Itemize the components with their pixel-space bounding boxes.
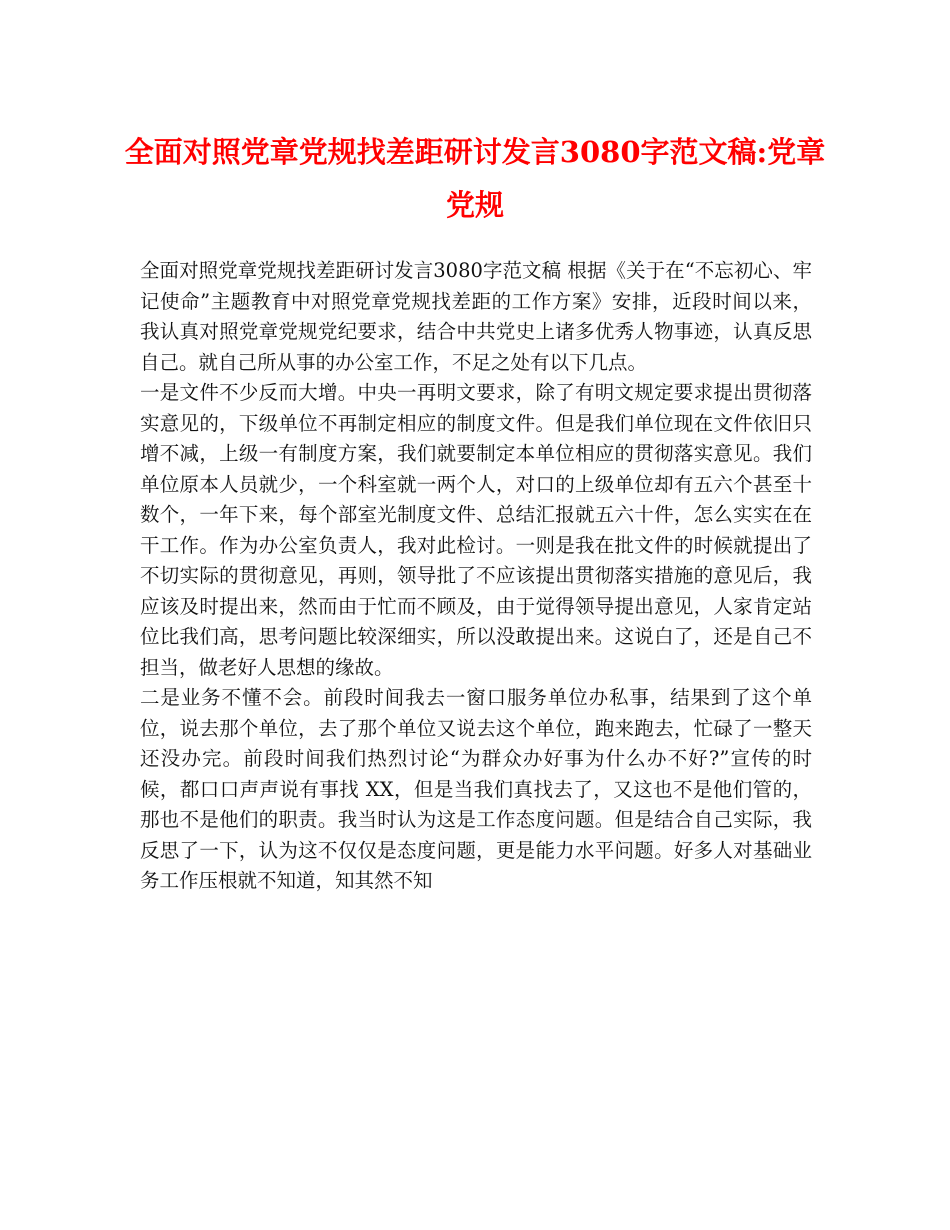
document-title: 全面对照党章党规找差距研讨发言3080字范文稿:党章党规 <box>124 135 826 222</box>
document-body <box>140 256 812 897</box>
paragraph-intro: 全面对照党章党规找差距研讨发言3080字范文稿 根据《关于在“不忘初心、牢记使命”主题教育中对照党章党规找差距的工作方案》安排，近段时间以来，我认真对照党章党规党纪要求，结合中共党史上诸多优秀人物事迹，认真反思自己。就自己所从事的办公室工作，不足之处有以下几点。 <box>140 259 812 374</box>
paragraph-point-two: 二是业务不懂不会。前段时间我去一窗口服务单位办私事，结果到了这个单位，说去那个单位，去了那个单位又说去这个单位，跑来跑去，忙碌了一整天还没办完。前段时间我们热烈讨论“为群众办好事为什么办不好?”宣传的时候，都口口声声说有事找 XX，但是当我们真找去了，又这也不是他们管的，那也不是他们的职责。我当时认为这是工作态度问题。但是结合自己实际，我反思了一下，认为这不仅仅是态度问题，更是能力水平问题。好多人对基础业务工作压根就不知道，知其然不知 <box>140 686 812 892</box>
paragraph-point-one: 一是文件不少反而大增。中央一再明文要求，除了有明文规定要求提出贯彻落实意见的，下级单位不再制定相应的制度文件。但是我们单位现在文件依旧只增不减，上级一有制度方案，我们就要制定本单位相应的贯彻落实意见。我们单位原本人员就少，一个科室就一两个人，对口的上级单位却有五六个甚至十数个，一年下来，每个部室光制度文件、总结汇报就五六十件，怎么实实在在干工作。作为办公室负责人，我对此检讨。一则是我在批文件的时候就提出了不切实际的贯彻意见，再则，领导批了不应该提出贯彻落实措施的意见后，我应该及时提出来，然而由于忙而不顾及，由于觉得领导提出意见，人家肯定站位比我们高，思考问题比较深细实，所以没敢提出来。这说白了，还是自己不担当，做老好人思想的缘故。 <box>140 381 812 679</box>
